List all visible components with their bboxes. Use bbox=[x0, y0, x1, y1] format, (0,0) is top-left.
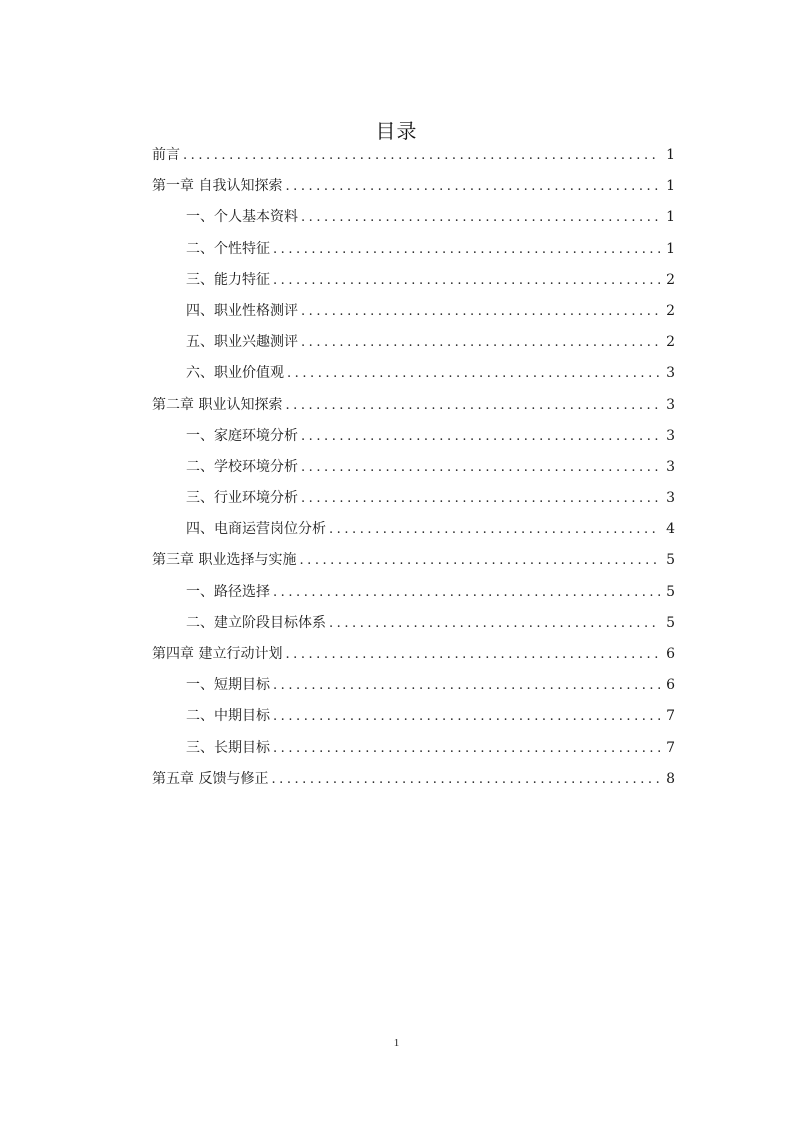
toc-entry-page: 3 bbox=[666, 396, 675, 413]
toc-dot-leader bbox=[301, 330, 660, 356]
toc-dot-leader bbox=[273, 580, 660, 606]
toc-entry-text: 二、建立阶段目标体系 bbox=[186, 614, 326, 631]
toc-entry[interactable] bbox=[152, 766, 675, 797]
toc-entry-page: 2 bbox=[666, 271, 675, 288]
toc-entry-text: 一、短期目标 bbox=[186, 677, 270, 694]
toc-entry[interactable] bbox=[152, 360, 675, 391]
toc-entry-text: 第五章 反馈与修正 bbox=[152, 770, 269, 787]
toc-dot-leader bbox=[329, 517, 660, 543]
toc-entry[interactable] bbox=[152, 516, 675, 547]
toc-entry[interactable] bbox=[152, 610, 675, 641]
toc-dot-leader bbox=[287, 361, 660, 387]
toc-dot-leader bbox=[273, 673, 660, 699]
toc-dot-leader bbox=[299, 548, 660, 574]
toc-entry[interactable] bbox=[152, 236, 675, 267]
toc-entry[interactable] bbox=[152, 204, 675, 235]
toc-entry-page: 3 bbox=[666, 427, 675, 444]
toc-dot-leader bbox=[183, 143, 660, 169]
toc-entry[interactable] bbox=[152, 329, 675, 360]
toc-entry[interactable] bbox=[152, 672, 675, 703]
toc-entry-text: 四、电商运营岗位分析 bbox=[186, 521, 326, 538]
toc-entry-text: 三、长期目标 bbox=[186, 739, 270, 756]
toc-entry-page: 8 bbox=[666, 770, 675, 787]
toc-entry[interactable] bbox=[152, 735, 675, 766]
toc-entry-page: 1 bbox=[666, 178, 675, 195]
toc-entry-page: 7 bbox=[666, 739, 675, 756]
toc-entry-page: 3 bbox=[666, 365, 675, 382]
toc-dot-leader bbox=[301, 299, 660, 325]
toc-entry-page: 5 bbox=[666, 552, 675, 569]
toc-dot-leader bbox=[301, 486, 660, 512]
toc-entry-page: 4 bbox=[666, 521, 675, 538]
toc-entry-page: 3 bbox=[666, 458, 675, 475]
toc-entry-text: 四、职业性格测评 bbox=[186, 302, 298, 319]
toc-entry-page: 1 bbox=[666, 209, 675, 226]
toc-entry-page: 1 bbox=[666, 240, 675, 257]
toc-dot-leader bbox=[271, 767, 660, 793]
page-number: 1 bbox=[393, 1037, 400, 1049]
toc-entry-text: 一、个人基本资料 bbox=[186, 209, 298, 226]
toc-entry-text: 二、个性特征 bbox=[186, 240, 270, 257]
toc-entry[interactable] bbox=[152, 485, 675, 516]
toc-entry[interactable] bbox=[152, 547, 675, 578]
toc-entry-text: 第三章 职业选择与实施 bbox=[152, 552, 297, 569]
toc-dot-leader bbox=[301, 455, 660, 481]
toc-dot-leader bbox=[273, 704, 660, 730]
toc-dot-leader bbox=[285, 174, 660, 200]
toc-entry-page: 6 bbox=[666, 677, 675, 694]
toc-entry-text: 一、路径选择 bbox=[186, 583, 270, 600]
toc-entry[interactable] bbox=[152, 142, 675, 173]
toc-dot-leader bbox=[273, 736, 660, 762]
toc-entry[interactable] bbox=[152, 298, 675, 329]
toc-entry-text: 前言 bbox=[152, 147, 180, 163]
toc-entry-page: 6 bbox=[666, 646, 675, 662]
toc-entry-text: 一、家庭环境分析 bbox=[186, 427, 298, 444]
toc-dot-leader bbox=[273, 268, 660, 294]
toc-dot-leader bbox=[285, 393, 660, 419]
toc-entry[interactable] bbox=[152, 267, 675, 298]
toc-entry-text: 三、行业环境分析 bbox=[186, 490, 298, 507]
toc-entry[interactable] bbox=[152, 423, 675, 454]
toc-entry[interactable] bbox=[152, 392, 675, 423]
toc-entry-text: 三、能力特征 bbox=[186, 271, 270, 288]
toc-entry-page: 7 bbox=[666, 708, 675, 725]
table-of-contents bbox=[152, 142, 675, 797]
toc-dot-leader bbox=[329, 611, 660, 637]
toc-dot-leader bbox=[301, 424, 660, 450]
toc-dot-leader bbox=[301, 205, 660, 231]
toc-entry-page: 3 bbox=[666, 490, 675, 507]
toc-dot-leader bbox=[273, 237, 660, 263]
toc-entry[interactable] bbox=[152, 579, 675, 610]
toc-entry-text: 五、职业兴趣测评 bbox=[186, 334, 298, 351]
toc-entry-page: 5 bbox=[666, 583, 675, 600]
toc-entry-page: 2 bbox=[666, 334, 675, 351]
toc-entry-text: 六、职业价值观 bbox=[186, 365, 284, 382]
toc-title: 目录 bbox=[375, 119, 418, 144]
toc-entry-text: 第二章 职业认知探索 bbox=[152, 396, 283, 413]
toc-entry[interactable] bbox=[152, 641, 675, 672]
toc-entry-text: 二、学校环境分析 bbox=[186, 458, 298, 475]
toc-dot-leader bbox=[285, 642, 660, 668]
toc-entry-page: 5 bbox=[666, 614, 675, 631]
toc-entry[interactable] bbox=[152, 454, 675, 485]
toc-entry-text: 二、中期目标 bbox=[186, 708, 270, 725]
toc-entry-text: 第一章 自我认知探索 bbox=[152, 178, 283, 195]
toc-entry-page: 1 bbox=[666, 147, 675, 163]
toc-entry-page: 2 bbox=[666, 302, 675, 319]
toc-entry[interactable] bbox=[152, 703, 675, 734]
toc-entry-text: 第四章 建立行动计划 bbox=[152, 646, 283, 662]
toc-entry[interactable] bbox=[152, 173, 675, 204]
